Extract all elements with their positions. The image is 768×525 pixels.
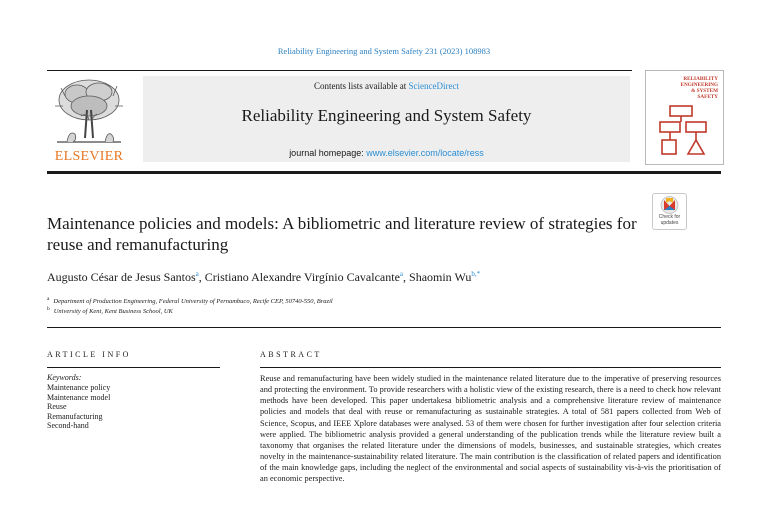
header-rule: [47, 70, 632, 71]
keyword[interactable]: Maintenance policy: [47, 383, 111, 392]
article-info-rule: [47, 367, 220, 368]
elsevier-tree-icon: [47, 76, 131, 148]
abstract-rule: [260, 367, 721, 368]
author-name[interactable]: Shaomin Wu: [409, 270, 472, 284]
keyword[interactable]: Maintenance model: [47, 392, 111, 402]
masthead-rule: [47, 171, 721, 174]
crossmark-icon: [653, 194, 686, 216]
contents-prefix: Contents lists available at: [314, 81, 409, 91]
affiliation-text: University of Kent, Kent Business School, UK: [53, 308, 173, 316]
contents-line: [143, 81, 630, 91]
elsevier-wordmark: ELSEVIER: [54, 149, 124, 164]
check-for-updates-label: Check for updates: [658, 214, 681, 226]
affiliation-text: Department of Production Engineering, Federal University of Pernambuco, Recife CEP, 50740-550, Brazil: [53, 298, 333, 306]
keyword[interactable]: Reuse: [47, 402, 67, 411]
cover-title: RELIABILITY ENGINEERING & SYSTEM SAFETY: [680, 76, 718, 100]
author-separator: ,: [403, 270, 410, 284]
author-list: [47, 270, 727, 285]
affiliation-b: [47, 306, 173, 315]
elsevier-logo[interactable]: [47, 76, 131, 164]
author-separator: ,: [198, 270, 205, 284]
journal-citation[interactable]: Reliability Engineering and System Safety 231 (2023) 108983: [277, 46, 491, 56]
keyword[interactable]: Remanufacturing: [47, 411, 103, 421]
journal-homepage-link[interactable]: www.elsevier.com/locate/ress: [366, 148, 484, 158]
cover-diagram-icon: [658, 104, 710, 160]
homepage-line: [143, 148, 630, 158]
keyword[interactable]: Second-hand: [47, 421, 89, 430]
author-name[interactable]: Cristiano Alexandre Virgínio Cavalcante: [204, 270, 400, 284]
author-affiliation-mark[interactable]: a: [399, 270, 404, 278]
check-for-updates-badge[interactable]: [652, 193, 687, 230]
article-title: Maintenance policies and models: A bibliometric and literature review of strategies for reuse and remanufacturing: [47, 214, 637, 254]
author-affiliation-mark[interactable]: b,*: [471, 270, 481, 278]
abstract-text: Reuse and remanufacturing have been widely studied in the maintenance related literature due to the imperative of preserving resources and protecting the environment. To provide researchers with a holistic view of the existing research, there is a need to check how relevant methods have been developed. This paper undertakesa bibliometric analysis and a comprehensive literature review of maintenance policies and models that deal with reuse or remanufacturing as sustainable strategies. A total of 581 papers collected from Web of Science, Scopus, and IEEE Xplore databases were analysed. 53 of them were chosen for further investigation after four selection criteria were applied. The bibliometric analysis provided a general understanding of the publication trends while the literature review built a taxonomy that organises the related literature under the dimensions of models, businesses, and sustainable strategies, which creates novelty in the maintenance-sustainability related literature. The main contribution is the classification of related papers and identification of the main knowledge gaps, including the neglect of the environmental and social aspects of sustainability vis-à-vis the prioritisation of an economic perspective.: [260, 374, 721, 484]
affiliation-letter: a: [47, 296, 50, 302]
author-name[interactable]: Augusto César de Jesus Santos: [47, 270, 196, 284]
journal-title: Reliability Engineering and System Safety: [241, 106, 532, 125]
affiliation-letter: b: [47, 306, 50, 312]
author-affiliation-mark[interactable]: a: [195, 270, 199, 278]
journal-cover[interactable]: [645, 70, 724, 165]
journal-masthead: [143, 76, 630, 162]
homepage-prefix: journal homepage:: [289, 148, 367, 158]
keywords-list: [47, 383, 110, 431]
section-rule: [47, 327, 721, 328]
abstract-heading: ABSTRACT: [260, 350, 322, 359]
keywords-label: Keywords:: [47, 373, 82, 382]
sciencedirect-link[interactable]: ScienceDirect: [408, 81, 459, 91]
affiliation-a: [47, 296, 333, 305]
article-info-heading: ARTICLE INFO: [47, 350, 131, 359]
